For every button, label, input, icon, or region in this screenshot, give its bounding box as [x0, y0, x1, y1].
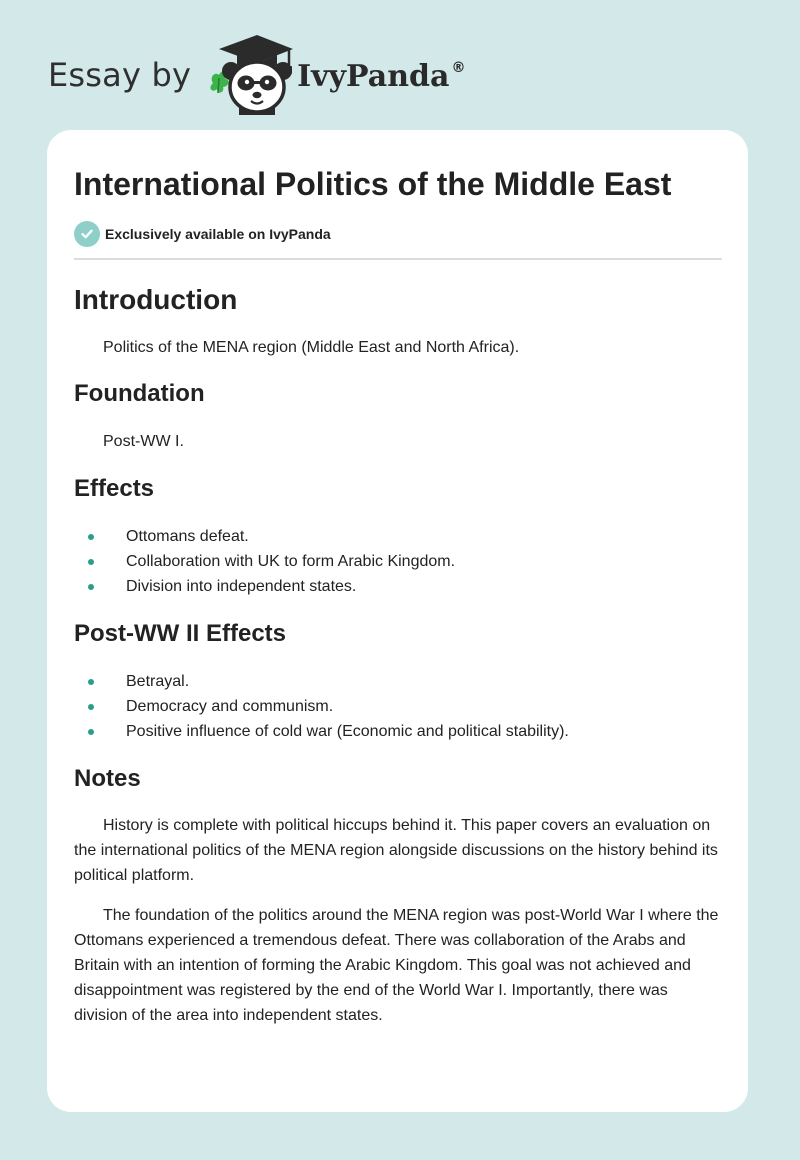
post-ww2-effects-list — [74, 669, 722, 744]
heading-foundation: Foundation — [74, 380, 205, 407]
heading-effects: Effects — [74, 475, 155, 502]
effects-list — [74, 524, 722, 599]
essay-by-label: Essay by — [48, 56, 192, 94]
notes-paragraph-2: The foundation of the politics around the MENA region was post-World War I where the Ottomans experienced a tremendous defeat. There was collaboration of the Arabs and Britain with an intention of forming the Arabic Kingdom. This goal was not achieved and disappointment was registered by the end of the World War I. Importantly, there was division of the area into independent states. — [74, 907, 719, 1024]
heading-notes: Notes — [74, 765, 141, 792]
heading-introduction: Introduction — [74, 284, 238, 315]
panda-graduate-logo-icon[interactable] — [205, 31, 295, 115]
essay-card — [47, 130, 748, 1112]
site-header — [48, 28, 465, 118]
exclusive-badge — [74, 221, 722, 247]
list-item: Democracy and communism. — [74, 694, 722, 719]
essay-title: International Politics of the Middle East — [74, 166, 672, 202]
list-item: Division into independent states. — [74, 574, 722, 599]
list-item: Positive influence of cold war (Economic and political stability). — [74, 719, 722, 744]
list-item: Betrayal. — [74, 669, 722, 694]
title-divider — [74, 258, 722, 260]
list-item: Collaboration with UK to form Arabic Kingdom. — [74, 549, 722, 574]
list-item: Ottomans defeat. — [74, 524, 722, 549]
heading-post-ww2-effects: Post-WW II Effects — [74, 620, 287, 647]
check-circle-icon — [74, 221, 100, 247]
brand-name[interactable]: IvyPanda ® — [297, 58, 466, 94]
registered-mark: ® — [451, 59, 466, 76]
introduction-text: Politics of the MENA region (Middle East and North Africa). — [103, 339, 520, 356]
exclusive-badge-text: Exclusively available on IvyPanda — [105, 226, 331, 242]
foundation-text: Post-WW I. — [103, 433, 184, 450]
notes-paragraph-1: History is complete with political hiccups behind it. This paper covers an evaluation on the international politics of the MENA region alongside discussions on the history behind its political platform. — [74, 817, 718, 884]
